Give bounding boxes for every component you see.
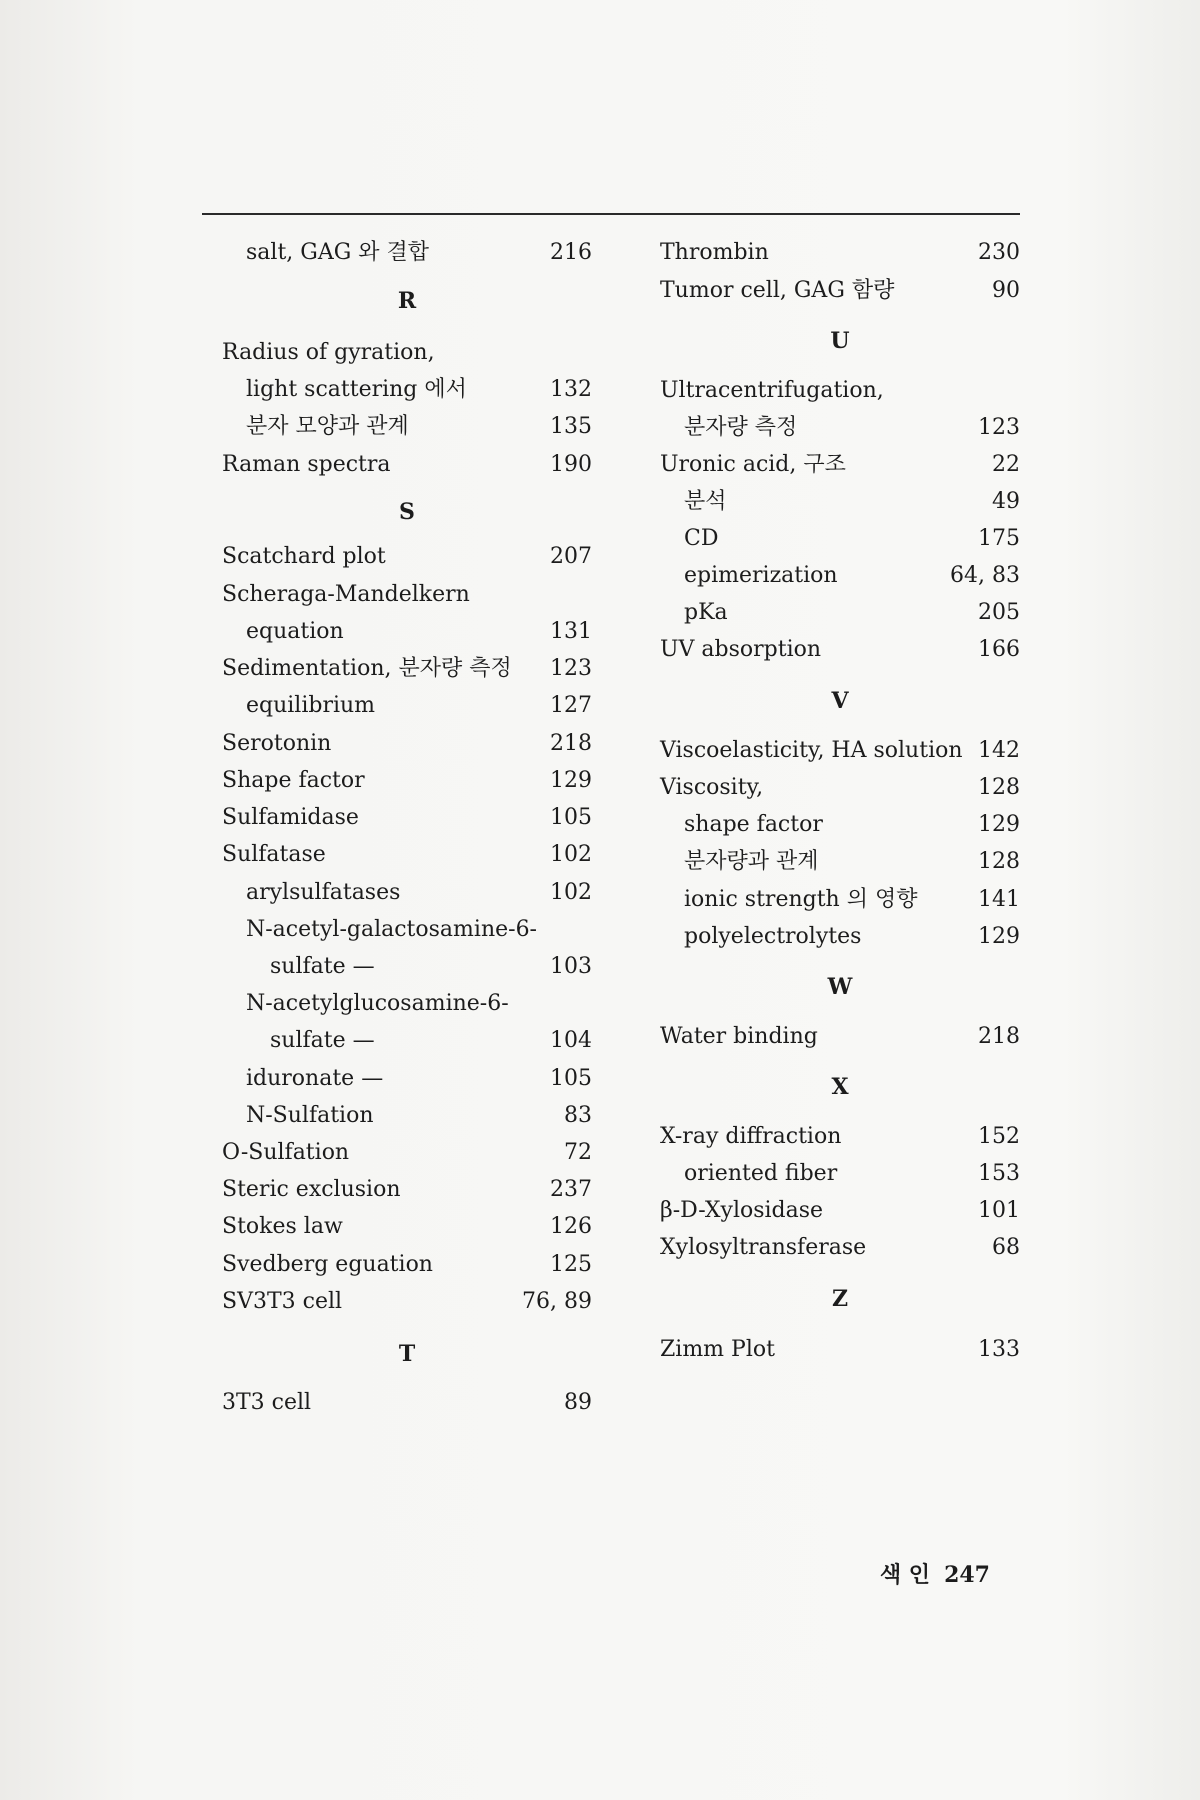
page-footer <box>880 1558 990 1589</box>
index-page-refs: 207 <box>550 544 592 569</box>
index-term: equation <box>246 619 344 644</box>
index-page-refs: 103 <box>550 954 592 979</box>
index-page-refs: 126 <box>550 1214 592 1239</box>
index-term: Thrombin <box>660 240 769 265</box>
index-term: epimerization <box>684 563 838 588</box>
index-term: polyelectrolytes <box>684 924 862 949</box>
index-page-refs: 127 <box>550 693 592 718</box>
header-rule <box>202 213 1020 215</box>
index-term: N-Sulfation <box>246 1103 374 1128</box>
index-page-refs: 49 <box>992 489 1020 514</box>
index-term: iduronate — <box>246 1066 384 1091</box>
index-term: 분석 <box>684 489 727 514</box>
index-term: Zimm Plot <box>660 1337 775 1362</box>
index-page-refs: 153 <box>978 1161 1020 1186</box>
index-term: equilibrium <box>246 693 376 718</box>
index-page-refs: 230 <box>978 240 1020 265</box>
index-page-refs: 128 <box>978 849 1020 874</box>
index-section-letter: S <box>399 499 415 525</box>
index-term: Sedimentation, 분자량 측정 <box>222 656 512 681</box>
index-page-refs: 105 <box>550 805 592 830</box>
index-term: SV3T3 cell <box>222 1289 343 1314</box>
index-page-refs: 129 <box>978 812 1020 837</box>
index-page-refs: 125 <box>550 1252 592 1277</box>
index-term: Viscoelasticity, HA solution <box>660 738 963 763</box>
index-term: Viscosity, <box>660 775 764 800</box>
index-term: Uronic acid, 구조 <box>660 452 846 477</box>
index-page-refs: 72 <box>564 1140 592 1165</box>
index-term: Serotonin <box>222 731 332 756</box>
index-page-refs: 129 <box>550 768 592 793</box>
index-page-refs: 152 <box>978 1124 1020 1149</box>
index-term: oriented fiber <box>684 1161 838 1186</box>
index-term: light scattering 에서 <box>246 377 467 402</box>
index-page-refs: 133 <box>978 1337 1020 1362</box>
index-page-refs: 141 <box>978 887 1020 912</box>
index-term: Steric exclusion <box>222 1177 401 1202</box>
index-page-refs: 175 <box>978 526 1020 551</box>
index-page-refs: 128 <box>978 775 1020 800</box>
index-term: Radius of gyration, <box>222 340 435 365</box>
index-term: Sulfatase <box>222 842 326 867</box>
index-term: 분자 모양과 관계 <box>246 414 409 439</box>
index-page-refs: 142 <box>978 738 1020 763</box>
index-term: β-D-Xylosidase <box>660 1198 824 1223</box>
index-page-refs: 68 <box>992 1235 1020 1260</box>
index-page-refs: 90 <box>992 278 1020 303</box>
index-term: 분자량과 관계 <box>684 849 819 874</box>
index-page-refs: 205 <box>978 600 1020 625</box>
footer-section-label: 색 인 <box>879 1562 931 1588</box>
index-term: salt, GAG 와 결합 <box>246 240 430 265</box>
index-section-letter: Z <box>831 1286 849 1312</box>
index-page-refs: 64, 83 <box>950 563 1020 588</box>
index-page-refs: 89 <box>564 1390 592 1415</box>
index-term: X-ray diffraction <box>660 1124 842 1149</box>
index-term: Tumor cell, GAG 함량 <box>660 278 895 303</box>
index-term: CD <box>684 526 719 551</box>
index-page-refs: 131 <box>550 619 592 644</box>
index-page-refs: 135 <box>550 414 592 439</box>
index-term: pKa <box>684 600 728 625</box>
index-section-letter: R <box>397 288 417 314</box>
index-term: Water binding <box>660 1024 818 1049</box>
index-page-refs: 22 <box>992 452 1020 477</box>
index-term: sulfate — <box>270 954 375 979</box>
index-term: Xylosyltransferase <box>660 1235 867 1260</box>
index-page-refs: 132 <box>550 377 592 402</box>
index-page-refs: 101 <box>978 1198 1020 1223</box>
index-term: 분자량 측정 <box>684 415 798 440</box>
index-term: Shape factor <box>222 768 365 793</box>
page-number: 247 <box>944 1562 990 1588</box>
index-page-refs: 76, 89 <box>522 1289 592 1314</box>
index-page-refs: 218 <box>550 731 592 756</box>
index-term: Scatchard plot <box>222 544 386 569</box>
index-term: Sulfamidase <box>222 805 359 830</box>
index-section-letter: V <box>831 688 849 714</box>
index-page-refs: 129 <box>978 924 1020 949</box>
index-page-refs: 102 <box>550 842 592 867</box>
index-page-refs: 123 <box>550 656 592 681</box>
index-term: arylsulfatases <box>246 880 401 905</box>
index-term: Svedberg eguation <box>222 1252 433 1277</box>
index-term: N-acetyl-galactosamine-6- <box>246 917 537 942</box>
index-term: UV absorption <box>660 637 822 662</box>
index-page-refs: 123 <box>978 415 1020 440</box>
index-term: sulfate — <box>270 1028 375 1053</box>
index-section-letter: U <box>830 328 850 354</box>
index-page-refs: 104 <box>550 1028 592 1053</box>
index-term: Ultracentrifugation, <box>660 378 884 403</box>
index-term: N-acetylglucosamine-6- <box>246 991 509 1016</box>
index-page-refs: 83 <box>564 1103 592 1128</box>
index-section-letter: T <box>398 1341 416 1367</box>
index-page-refs: 102 <box>550 880 592 905</box>
index-page-refs: 218 <box>978 1024 1020 1049</box>
index-page-refs: 105 <box>550 1066 592 1091</box>
index-page-refs: 237 <box>550 1177 592 1202</box>
index-page-refs: 190 <box>550 452 592 477</box>
index-term: shape factor <box>684 812 823 837</box>
index-section-letter: W <box>827 974 853 1000</box>
index-term: 3T3 cell <box>222 1390 312 1415</box>
index-term: Raman spectra <box>222 452 391 477</box>
index-term: O-Sulfation <box>222 1140 350 1165</box>
index-term: Stokes law <box>222 1214 343 1239</box>
index-section-letter: X <box>831 1074 849 1100</box>
index-term: ionic strength 의 영향 <box>684 887 918 912</box>
index-term: Scheraga-Mandelkern <box>222 582 470 607</box>
index-page-refs: 166 <box>978 637 1020 662</box>
index-page-refs: 216 <box>550 240 592 265</box>
